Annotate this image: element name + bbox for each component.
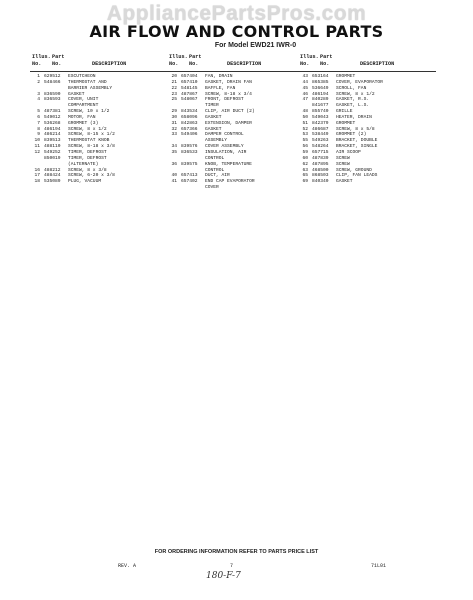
handwritten-note: 180-F-7: [206, 571, 241, 581]
part-description: THERMOSTAT AND: [68, 79, 107, 85]
ordering-info: FOR ORDERING INFORMATION REFER TO PARTS PRICE LIST: [154, 549, 319, 555]
part-description: CLIP, FAN LEADS: [336, 173, 378, 179]
header-part: Part: [52, 54, 65, 60]
illus-number: 17: [34, 173, 40, 179]
header-description: DESCRIPTION: [360, 61, 395, 67]
illus-number: 11: [34, 144, 40, 150]
part-number: 839576: [181, 144, 198, 150]
illus-number: 31: [171, 120, 177, 126]
illus-number: 60: [302, 155, 308, 161]
part-number: 855740: [312, 109, 329, 115]
illus-number: 22: [171, 85, 177, 91]
part-number: 836590: [44, 91, 61, 97]
part-description: COVER: [205, 185, 219, 191]
part-description: SCREW, 8-18 x 3/8: [68, 144, 115, 150]
header-part-no: No.: [52, 61, 62, 67]
part-number: 629512: [44, 74, 61, 79]
illus-number: 7: [37, 120, 40, 126]
part-number: 549406: [181, 132, 198, 138]
part-description: COMPARTMENT: [68, 103, 99, 109]
illus-number: 35: [171, 149, 177, 155]
part-description: GRILLE: [336, 109, 353, 115]
part-description: SCREW, 8 x 3/8: [68, 167, 107, 173]
part-number: 488110: [44, 144, 61, 150]
illus-number: 50: [302, 114, 308, 120]
part-number: 842863: [181, 120, 198, 126]
site-watermark: AppliancePartsPros.com: [106, 2, 367, 25]
part-number: 839575: [181, 161, 198, 167]
part-number: 840289: [312, 97, 329, 103]
illus-number: 30: [171, 114, 177, 120]
part-number: 535089: [44, 179, 61, 185]
illus-number: 46: [302, 91, 308, 97]
illus-number: 33: [171, 132, 177, 138]
part-number: 839513: [44, 138, 61, 144]
illus-number: 25: [171, 97, 177, 103]
header-part: Part: [320, 54, 333, 60]
illus-number: 21: [171, 79, 177, 85]
table-row: [298, 179, 436, 185]
illus-number: 3: [37, 91, 40, 97]
illus-number: 62: [302, 161, 308, 167]
header-part: Part: [189, 54, 202, 60]
illus-number: 34: [171, 144, 177, 150]
part-description: COVER ASSEMBLY: [205, 144, 244, 150]
part-description: MOTOR, FAN: [68, 114, 96, 120]
illus-number: 9: [37, 132, 40, 138]
header-no: No.: [169, 61, 179, 67]
header-description: DESCRIPTION: [227, 61, 262, 67]
illus-number: 59: [302, 149, 308, 155]
part-description: CONTROL: [205, 155, 225, 161]
part-description: INSULATION, AIR: [205, 149, 247, 155]
part-number: 658096: [181, 114, 198, 120]
part-number: 549263: [312, 138, 329, 144]
part-description: SCROLL, FAN: [336, 85, 367, 91]
illus-number: 12: [34, 149, 40, 155]
part-description: DAMPER CONTROL: [205, 132, 244, 138]
illus-number: 6: [37, 114, 40, 120]
part-number: 836533: [181, 149, 198, 155]
part-description: CLIP, AIR DUCT (2): [205, 109, 255, 115]
header-no: No.: [32, 61, 42, 67]
part-description: ASSEMBLY: [205, 138, 228, 144]
part-number: 487839: [312, 155, 329, 161]
illus-number: 53: [302, 132, 308, 138]
part-description: TIMER: [205, 103, 219, 109]
page-title: AIR FLOW AND CONTROL PARTS: [89, 22, 384, 41]
part-description: SCREW, 8 x 5/8: [336, 126, 375, 132]
part-description: SCREW, 10 x 1/2: [68, 109, 110, 115]
part-number: 549043: [312, 114, 329, 120]
part-description: BRACKET, SINGLE: [336, 144, 378, 150]
part-number: 657366: [181, 126, 198, 132]
illus-number: 63: [302, 167, 308, 173]
part-number: 487895: [312, 161, 329, 167]
part-number: 657402: [181, 179, 198, 185]
part-description: GROMMET (3): [68, 120, 99, 126]
illus-number: 36: [171, 161, 177, 167]
part-description: COVER, EVAPORATOR: [336, 79, 383, 85]
part-number: 865385: [312, 79, 329, 85]
header-illus: Illus.: [32, 54, 51, 60]
part-description: CONTROL: [205, 167, 225, 173]
part-description: GASKET: [68, 91, 85, 97]
illus-number: 51: [302, 120, 308, 126]
illus-number: [167, 185, 177, 191]
part-description: SCREW: [336, 161, 350, 167]
illus-number: 41: [171, 179, 177, 185]
part-number: 868503: [312, 173, 329, 179]
header-part-no: No.: [189, 61, 199, 67]
part-description: END CAP EVAPORATOR: [205, 179, 255, 185]
part-number: 548145: [181, 85, 198, 91]
parts-table-col1: [30, 54, 168, 185]
part-description: GROMMET (2): [336, 132, 367, 138]
illus-number: 43: [302, 74, 308, 79]
document-code: 71L01: [371, 563, 387, 569]
illus-number: 18: [34, 179, 40, 185]
part-description: COVER, UNIT: [68, 97, 99, 103]
part-number: 549252: [44, 149, 61, 155]
part-description: GASKET, L.S.: [336, 103, 370, 109]
part-description: SCREW, 8-15 x 1/2: [68, 132, 115, 138]
rows-col2: [167, 74, 299, 191]
header-description: DESCRIPTION: [92, 61, 127, 67]
part-number: 843534: [181, 109, 198, 115]
part-description: (ALTERNATE): [68, 161, 99, 167]
part-description: GROMMET: [336, 74, 356, 79]
part-number: 538449: [312, 132, 329, 138]
part-description: TIMER, DEFROST: [68, 155, 107, 161]
header-illus: Illus.: [300, 54, 319, 60]
part-description: GASKET, DRAIN FAN: [205, 79, 252, 85]
part-description: GROMMET: [336, 120, 356, 126]
part-number: 850019: [44, 155, 61, 161]
parts-table-col2: [167, 54, 299, 191]
part-description: SCREW, 8 x 1/2: [336, 91, 375, 97]
model-subtitle: For Model EWD21 IWR-0: [214, 42, 297, 49]
illus-number: 2: [37, 79, 40, 85]
part-description: SCREW, 8 x 1/2: [68, 126, 107, 132]
part-number: 548067: [181, 97, 198, 103]
part-description: BRACKET, DOUBLE: [336, 138, 378, 144]
illus-number: 1: [37, 74, 40, 79]
part-number: 486687: [312, 126, 329, 132]
part-number: 548466: [44, 79, 61, 85]
illus-number: 8: [37, 126, 40, 132]
part-number: 536268: [44, 120, 61, 126]
part-number: 488424: [44, 173, 61, 179]
illus-number: 16: [34, 167, 40, 173]
part-number: 486194: [312, 91, 329, 97]
part-description: GASKET: [336, 179, 353, 185]
part-description: FAN, DRAIN: [205, 74, 233, 79]
illus-number: 20: [171, 74, 177, 79]
part-number: 657413: [181, 173, 198, 179]
illus-number: 40: [171, 173, 177, 179]
part-description: ESCUTCHEON: [68, 74, 96, 79]
revision-label: REV. A: [118, 563, 137, 569]
part-number: [177, 185, 205, 191]
rows-col3: [298, 74, 436, 185]
part-number: 842379: [312, 120, 329, 126]
part-description: SCREW, 8-18 x 3/4: [205, 91, 252, 97]
part-description: THERMOSTAT KNOB: [68, 138, 110, 144]
illus-number: 56: [302, 144, 308, 150]
part-number: 836593: [44, 97, 61, 103]
part-number: 549012: [44, 114, 61, 120]
part-description: BARRIER ASSEMBLY: [68, 85, 113, 91]
part-description: TIMER, DEFROST: [68, 149, 107, 155]
part-description: EXTENSION, DAMPER: [205, 120, 252, 126]
part-description: HEATER, DRAIN: [336, 114, 372, 120]
part-description: DUCT, AIR: [205, 173, 230, 179]
part-description: GASKET: [205, 126, 222, 132]
illus-number: 4: [37, 97, 40, 103]
part-description: KNOB, TEMPERATURE: [205, 161, 252, 167]
part-number: 657410: [181, 79, 198, 85]
header-part-no: No.: [320, 61, 330, 67]
part-number: 840340: [312, 179, 329, 185]
part-number: 841677: [312, 103, 329, 109]
part-number: 488212: [44, 167, 61, 173]
table-row: [167, 185, 299, 191]
part-description: SCREW, 6-20 x 3/8: [68, 173, 115, 179]
illus-number: 29: [171, 109, 177, 115]
part-number: 548264: [312, 144, 329, 150]
part-description: GASKET, R.S.: [336, 97, 370, 103]
column-header: [167, 54, 299, 72]
part-description: SCREW, GROUND: [336, 167, 372, 173]
part-number: 653164: [312, 74, 329, 79]
illus-number: 69: [302, 179, 308, 185]
part-description: FRONT, DEFROST: [205, 97, 244, 103]
illus-number: 47: [302, 97, 308, 103]
part-number: 486194: [44, 126, 61, 132]
illus-number: 5: [37, 109, 40, 115]
illus-number: 44: [302, 79, 308, 85]
part-description: GASKET: [205, 114, 222, 120]
part-number: 536649: [312, 85, 329, 91]
illus-number: 55: [302, 138, 308, 144]
header-illus: Illus.: [169, 54, 188, 60]
part-number: 657404: [181, 74, 198, 79]
part-number: 486214: [44, 132, 61, 138]
parts-table-col3: [298, 54, 436, 185]
rows-col1: [30, 74, 168, 185]
illus-number: 32: [171, 126, 177, 132]
illus-number: 23: [171, 91, 177, 97]
illus-number: 65: [302, 173, 308, 179]
column-header: [30, 54, 168, 72]
illus-number: 45: [302, 85, 308, 91]
part-description: BAFFLE, FAN: [205, 85, 236, 91]
table-row: [30, 179, 168, 185]
part-number: 657715: [312, 149, 329, 155]
part-number: 468500: [312, 167, 329, 173]
illus-number: 10: [34, 138, 40, 144]
part-number: 487867: [181, 91, 198, 97]
column-header: [298, 54, 436, 72]
illus-number: 52: [302, 126, 308, 132]
header-no: No.: [300, 61, 310, 67]
part-description: PLUG, VACUUM: [68, 179, 102, 185]
page-number: 7: [230, 563, 234, 569]
part-number: 487381: [44, 109, 61, 115]
part-description: SCREW: [336, 155, 350, 161]
part-description: AIR SCOOP: [336, 149, 361, 155]
illus-number: 48: [302, 109, 308, 115]
